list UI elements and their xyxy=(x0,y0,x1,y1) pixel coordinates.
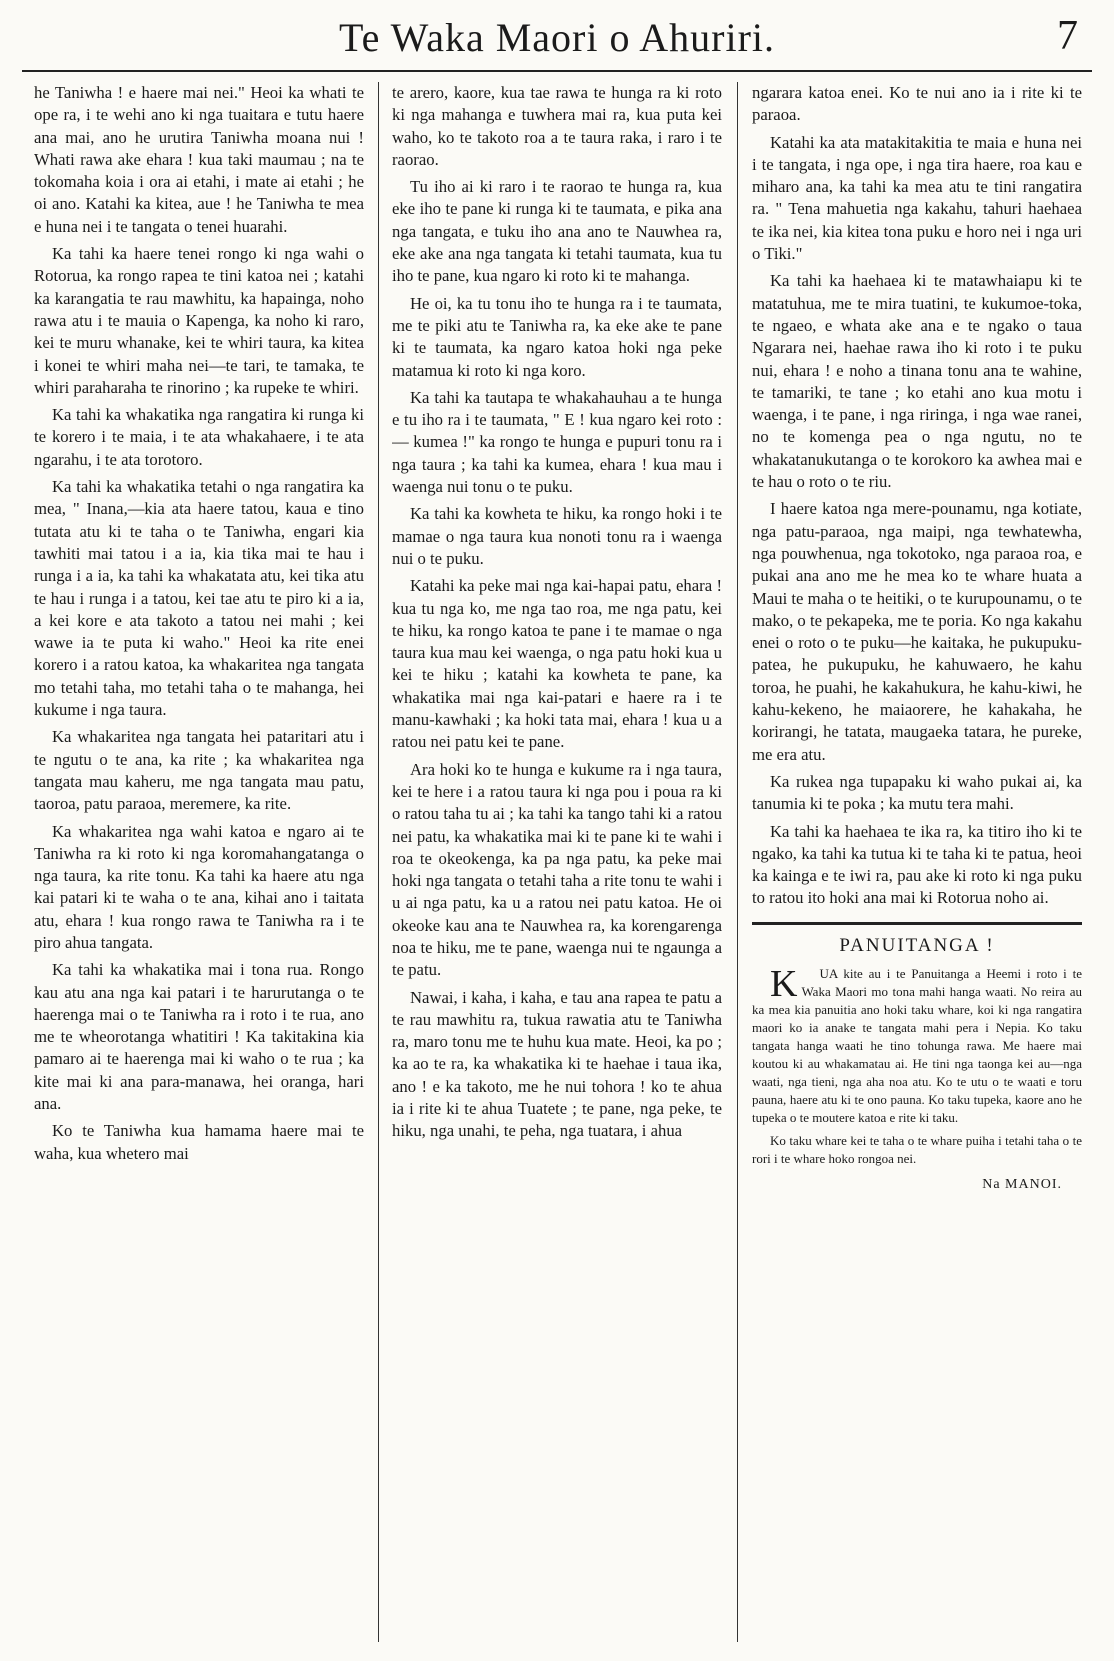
column-divider xyxy=(378,82,379,1642)
paragraph: Ka rukea nga tupapaku ki waho pukai ai, ka tanumia ki te poka ; ka mutu tera mahi. xyxy=(752,771,1082,814)
notice-text: UA kite au i te Panuitanga a Heemi i roto i te Waka Maori mo tona mahi hanga waati. No reira au ka mea kia panuitia ano hoki taku whare, koi ki nga rangatira maori ko ia anake te tangata mahi pera i Nepia. Ko taku tangata hanga waati he tino tohunga rawa. Me haere mai koutou ki au whakamatau ai. He tini nga taonga kei au—nga waati, nga tieni, nga aha noa atu. Ko te utu o te waati e toru pauna, haere atu ki te ono pauna. Ko taku tupeka, kaore ano he tupeka o te moutere katoa e rite ki taku. xyxy=(752,965,1082,1125)
notice-title: PANUITANGA ! xyxy=(839,934,995,956)
paragraph: ngarara katoa enei. Ko te nui ano ia i rite ki te paraoa. xyxy=(752,83,1082,125)
paragraph: he Taniwha ! e haere mai nei." Heoi ka whati te ope ra, i te wehi ano ki nga tuaitara e tutu haere ana mai, ano he urutira Taniwha moana nui ! Whati rawa ake ehara ! kua taki maumau ; na te tokomaha koia i ora ai etahi, i mate ai etahi ; he oi ano. Katahi ka kitea, aue ! he Taniwha te mea e huna nei i te tangata o tenei huarahi. xyxy=(34,83,364,236)
paragraph: He oi, ka tu tonu iho te hunga ra i te taumata, me te piki atu te Taniwha ra, ka eke ake te pane ki te taumata, ka ngaro katoa hoki nga peke matamua ki roto ki nga koro. xyxy=(392,293,722,380)
paragraph: Ka tahi ka haehaea te ika ra, ka titiro iho ki te ngako, ka tahi ka tutua ki te taha ki te patua, heoi ka kainga e te iwi ra, pau ake ki roto ki nga puku to ratou ito hoki ana mai ki Rotorua noho ai. xyxy=(752,821,1082,908)
paragraph: Ka tahi ka haere tenei rongo ki nga wahi o Rotorua, ka rongo rapea te tini katoa nei ; katahi ka karangatia te rau mawhitu, ka hapainga, noho rawa atu i te mauia o Kapenga, ka noho ki raro, kei te muru whanake, kei te whiri taura, ka kitea i konei te whiri maha nei—te tari, te tamaka, te whiri paraharaha te rinorino ; ka rupeke te whiri. xyxy=(34,244,364,397)
notice xyxy=(752,935,1082,1197)
paragraph: Ka whakaritea nga tangata hei pataritari atu i te ngutu o te ana, ka rite ; ka whakaritea nga tangata mau kaheru, me nga tangata mau patu, taoroa, patu paraoa, meremere, ka rite. xyxy=(34,727,364,814)
paragraph: Ka tahi ka whakatika nga rangatira ki runga ki te korero i te maia, i te ata whakahaere, i te ata ngarahu, i te ata torotoro. xyxy=(34,405,364,469)
paragraph: Ka tahi ka kowheta te hiku, ka rongo hoki i te mamae o nga taura kua nonoti tonu ra i waenga nui o te puku. xyxy=(392,504,722,568)
paragraph: Nawai, i kaha, i kaha, e tau ana rapea te patu a te rau mawhitu ra, tukua rawatia atu te Taniwha ra, maro tonu me te huhu kua mate. Heoi, ka po ; ka ao te ra, ka whakatika ki te haehae i taua ika, ano ! e ka takoto, me he nui tohora ! ko te ahua ia i rite ki te ahua Tuatete ; te pane, nga peke, te hiku, nga unahi, te peha, nga tuatara, i ahua xyxy=(392,987,722,1141)
paragraph: I haere katoa nga mere-pounamu, nga kotiate, nga patu-paraoa, nga maipi, nga tewhatewha, nga pouwhenua, nga tokotoko, nga paraoa roa, e pukai ana ano me he mea ko te whare huata a Maui te maha o te heitiki, o te kurupounamu, o te mako, o te pekapeka, me te poria. Ko nga kakahu enei o roto o te puku—he kaitaka, he pukupuku-patea, he pukupuku, he kahuwaero, he kahu toroa, he puahi, he kakahukura, he kahu-kiwi, he kahu-kekeno, he maiaorere, he kahakaha, he korirangi, he tatata, maugaeka tatara, he pureke, me era atu. xyxy=(752,499,1082,764)
notice-body xyxy=(752,962,1082,1127)
drop-cap: K xyxy=(770,962,798,1005)
notice-signature: Na MANOI. xyxy=(982,1176,1062,1192)
column-1 xyxy=(34,82,364,1648)
paragraph: Ka tahi ka whakatika tetahi o nga rangatira ka mea, " Inana,—kia ata haere tatou, kaua e tino tutata atu ki te taha o te Taniwha, engari kia tawhiti mai tatou i a ia, kia tika mai te hau i runga i a ia, ka tahi ka whakatata atu, kei tika atu te hau i runga i a tatou, kei tae atu te piro ki a ia, a kei kore e ata takoto a tatou nei mahi ; kei wawe ia te puta ki waho." Heoi ka rite enei korero i a ratou katoa, ka whakaritea nga tangata mo tetahi taha, mo tetahi taha o te mahanga, hei kukume i nga taura. xyxy=(34,477,364,720)
notice-body-2: Ko taku whare kei te taha o te whare puiha i tetahi taha o te rori i te whare hoko rongoa nei. xyxy=(752,1132,1082,1166)
column-3 xyxy=(752,82,1082,1648)
header-rule xyxy=(22,70,1092,72)
paragraph: Katahi ka ata matakitakitia te maia e huna nei i te tangata, i nga ope, i nga tira haere, roa kau e miharo ana, ka tahi ka mea atu te tini rangatira ra. " Tena mahuetia nga kakahu, tahuri haehaea te ika nei, kia kitea tona puku e horo nei i nga uri o Tiki." xyxy=(752,132,1082,264)
paragraph: te arero, kaore, kua tae rawa te hunga ra ki roto ki nga mahanga e tuwhera mai ra, kua puta kei waho, ko te takoto roa a te taura raka, i raro i te raorao. xyxy=(392,83,722,169)
column-2 xyxy=(392,82,722,1648)
page-number: 7 xyxy=(1057,13,1078,59)
paragraph: Ara hoki ko te hunga e kukume ra i nga taura, kei te here i a ratou taura ki nga pou i poua ra ki o ratou taha tu ai ; ka tahi ka tango tahi ki a ratou nei patu, ka whakatika mai ki te pane ki te wahi i roa te okeokenga, ka pa nga patu, ka peke mai hoki nga tangata o tetahi taha a rite tonu te wahi i u ai nga patu, ka u a ratou nei patu katoa. He oi okeoke kau ana te Nauwhea ra, ka korengarenga noa te hiku, me te pane, waenga nui te ngaunga a te patu. xyxy=(392,759,722,980)
newspaper-title: Te Waka Maori o Ahuriri. xyxy=(338,15,776,60)
paragraph: Ka tahi ka whakatika mai i tona rua. Rongo kau atu ana nga kai patari i te harurutanga o te haerenga mai o te Taniwha ra i roto i te rua, ano me te wheorotanga whatitiri ! Ka takitakina kia pamaro ai te haerenga mai ki waho o te rua ; ka kite mai ki ana para-manawa, hei oranga, hari ana. xyxy=(34,960,364,1114)
paragraph: Ka whakaritea nga wahi katoa e ngaro ai te Taniwha ra ki roto ki nga koromahangatanga o nga taura, ka rite tonu. Ka tahi ka haere atu nga kai patari ki te waha o te ana, kihai ano i taitata atu, ehara ! kua rongo rawa te Taniwha ra i te piro ahua tangata. xyxy=(34,821,364,952)
column-divider xyxy=(737,82,738,1642)
paragraph: Ka tahi ka tautapa te whakahauhau a te hunga e tu iho ra i te taumata, " E ! kua ngaro kei roto :— kumea !" ka rongo te hunga e pupuri tonu ra i nga taura ; ka tahi ka kumea, ehara ! kua mau i waenga nui tonu o te puku. xyxy=(392,387,722,497)
paragraph: Ka tahi ka haehaea ki te matawhaiapu ki te matatuhua, me te mira tuatini, te kukumoe-toka, te ngaeo, e whata ake ana e te ngako o taua Ngarara nei, haehae rawa iho ki roto i te puku nui, ehara ! e noho a tinana tonu ana te wahine, te tamariki, te tane ; ko etahi ano kua motu i waenga, i te pane, i nga riringa, i nga wae ranei, no te komenga pea o nga ngutu, no te whakatanukutanga o te korokoro ka awhea mai e te hau o roto o te riu. xyxy=(752,271,1082,492)
masthead xyxy=(0,14,1114,64)
paragraph: Katahi ka peke mai nga kai-hapai patu, ehara ! kua tu nga ko, me nga tao roa, me nga patu, kei te hiku, ka rongo katoa te pane i te mamae o nga taura kua mau kei waenga, o nga patu hoki kua u kei te hiku ; katahi ka kowheta te pane, ka whakatika mai nga kai-patari e haere ra i te manu-kawhaki ; ka hoki tata mai, ehara ! kua u a ratou nei patu kei te pane. xyxy=(392,576,722,752)
notice-divider xyxy=(752,922,1082,925)
paragraph: Tu iho ai ki raro i te raorao te hunga ra, kua eke iho te pane ki runga ki te taumata, e pika ana nga tangata, e tuku iho ana ano te Nauwhea ra, eke ake ana nga tangata ki tetahi taumata, kua tu iho te pane, kua ngaro ki roto ki te mahanga. xyxy=(392,177,722,286)
paragraph: Ko te Taniwha kua hamama haere mai te waha, kua whetero mai xyxy=(34,1121,364,1163)
